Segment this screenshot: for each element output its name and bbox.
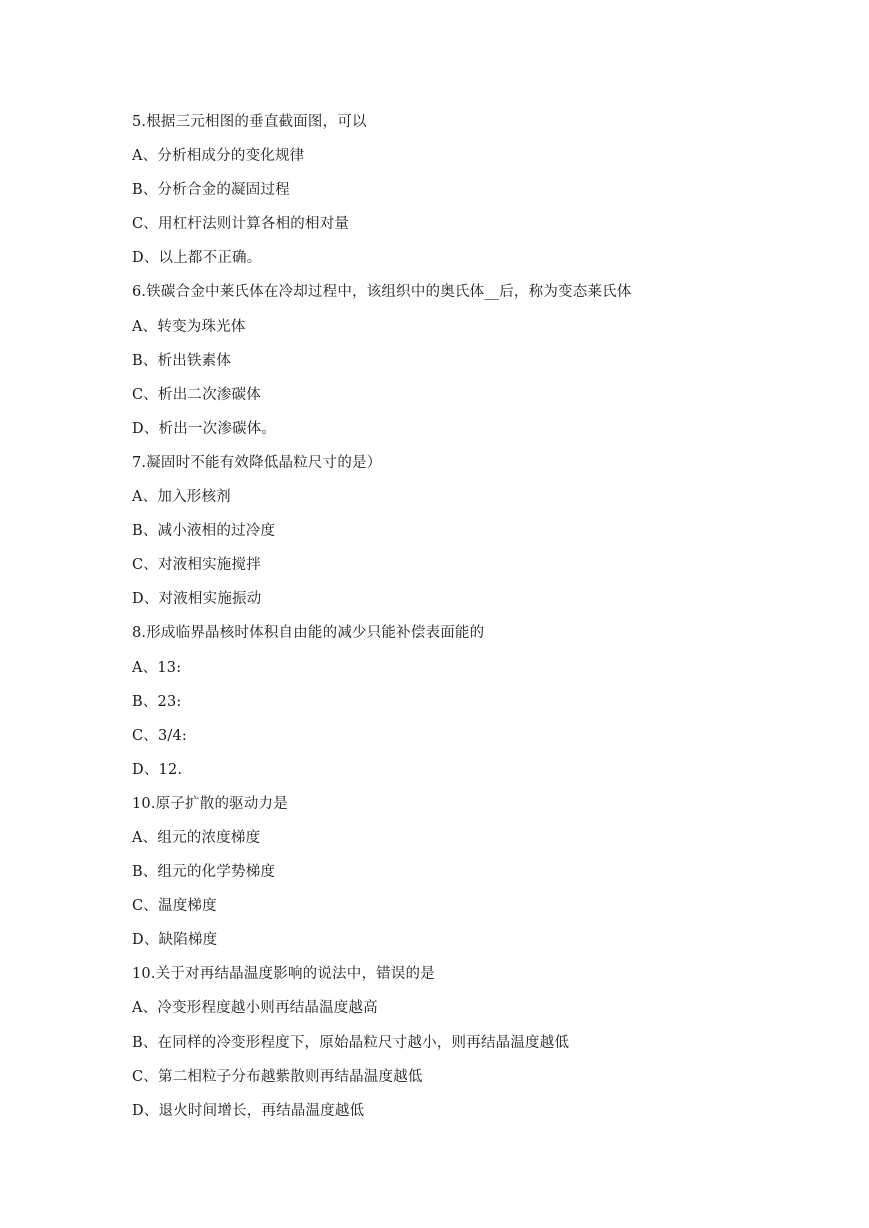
option-d: D、缺陷梯度 — [132, 932, 218, 949]
option-b: B、分析合金的凝固过程 — [132, 182, 290, 199]
question-7 — [132, 453, 832, 623]
option-a: A、加入形核剂 — [132, 489, 231, 506]
option-c: C、对液相实施搅拌 — [132, 557, 261, 574]
option-b: B、在同样的冷变形程度下，原始晶粒尺寸越小，则再结晶温度越低 — [132, 1034, 570, 1051]
option-c: C、第二相粒子分布越紫散则再结晶温度越低 — [132, 1068, 423, 1085]
question-10-diffusion — [132, 794, 832, 964]
option-c: C、用杠杆法则计算各相的相对量 — [132, 216, 350, 233]
question-5 — [132, 112, 832, 282]
option-d: D、退火时间增长，再结晶温度越低 — [132, 1102, 365, 1119]
document-page — [132, 112, 832, 1135]
question-stem: 10.关于对再结晶温度影响的说法中，错误的是 — [132, 966, 435, 983]
question-6 — [132, 282, 832, 452]
option-d: D、以上都不正确。 — [132, 250, 262, 267]
option-b: B、减小液相的过冷度 — [132, 523, 276, 540]
question-stem: 8.形成临界晶核时体积自由能的减少只能补偿表面能的 — [132, 625, 485, 642]
option-b: B、析出铁素体 — [132, 352, 232, 369]
option-a: A、13: — [132, 659, 182, 676]
option-a: A、分析相成分的变化规律 — [132, 148, 305, 165]
question-stem: 7.凝固时不能有效降低晶粒尺寸的是） — [132, 454, 382, 471]
question-stem: 5.根据三元相图的垂直截面图，可以 — [132, 114, 367, 130]
option-d: D、12. — [132, 761, 183, 778]
option-b: B、23: — [132, 693, 182, 710]
option-d: D、析出一次渗碳体。 — [132, 420, 277, 437]
question-10-recrystallization — [132, 964, 832, 1134]
option-a: A、冷变形程度越小则再结晶温度越高 — [132, 1000, 378, 1017]
question-stem: 10.原子扩散的驱动力是 — [132, 795, 288, 812]
option-c: C、3/4: — [132, 727, 188, 744]
option-a: A、转变为珠光体 — [132, 318, 246, 335]
option-c: C、温度梯度 — [132, 898, 217, 915]
option-c: C、析出二次渗碳体 — [132, 386, 261, 403]
option-a: A、组元的浓度梯度 — [132, 829, 261, 846]
question-8 — [132, 623, 832, 793]
option-d: D、对液相实施振动 — [132, 591, 262, 608]
option-b: B、组元的化学势梯度 — [132, 864, 276, 881]
question-stem: 6.铁碳合金中莱氏体在冷却过程中，该组织中的奥氏体__后，称为变态莱氏体 — [132, 284, 632, 301]
